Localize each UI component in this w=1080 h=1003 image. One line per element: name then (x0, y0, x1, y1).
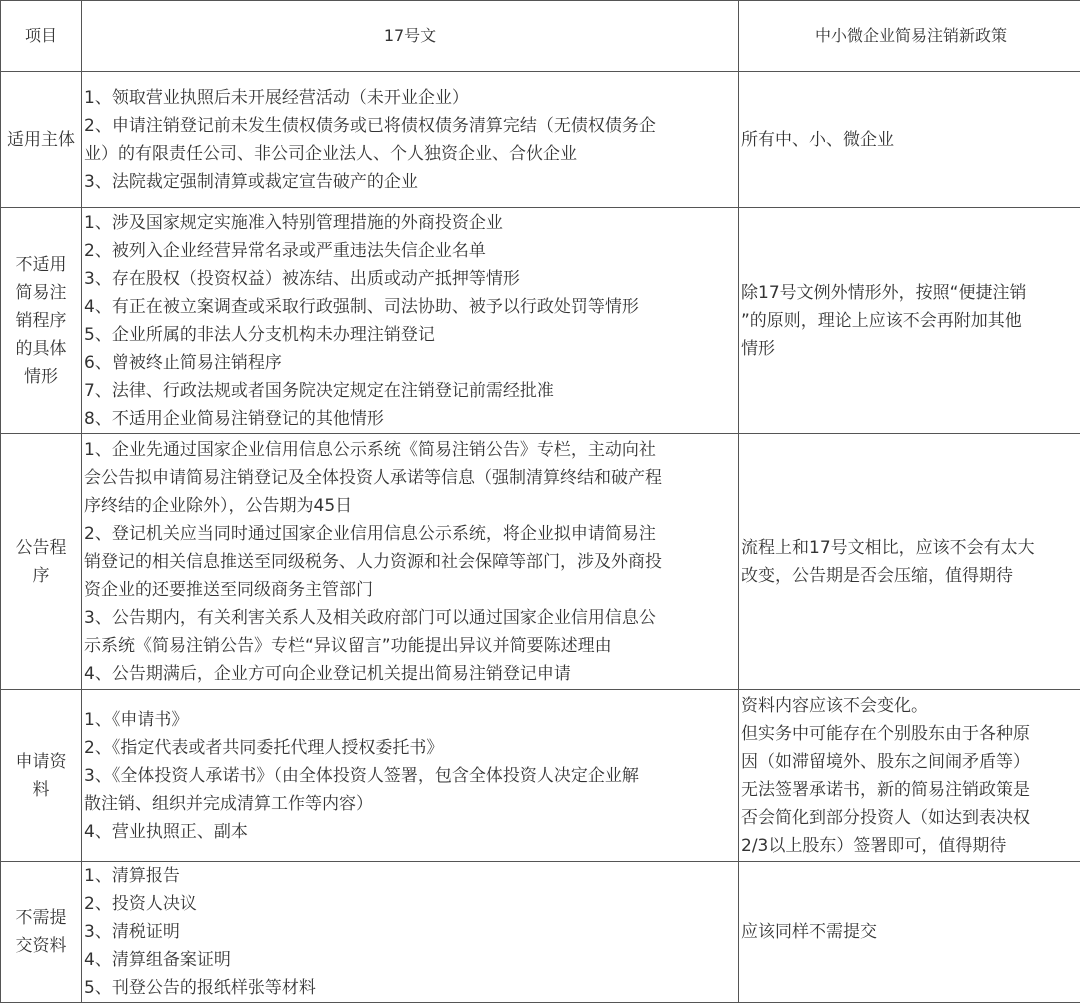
new-policy-line: 2/3以上股东）签署即可，值得期待 (741, 832, 1080, 860)
doc17-cell (82, 862, 739, 1003)
new-policy-cell (739, 434, 1080, 690)
new-policy-line: 所有中、小、微企业 (741, 126, 1080, 154)
item-label: 不需提交资料 (10, 904, 72, 960)
doc17-line: 散注销、组织并完成清算工作等内容） (84, 790, 736, 818)
doc17-line: 8、不适用企业简易注销登记的其他情形 (84, 405, 736, 433)
doc17-line: 4、清算组备案证明 (84, 946, 736, 974)
doc17-cell (82, 434, 739, 690)
doc17-line: 2、投资人决议 (84, 890, 736, 918)
row-application-materials (1, 690, 1080, 862)
doc17-line: 2、登记机关应当同时通过国家企业信用信息公示系统，将企业拟申请简易注 (84, 520, 736, 548)
new-policy-cell (739, 690, 1080, 862)
doc17-line: 7、法律、行政法规或者国务院决定规定在注销登记前需经批准 (84, 377, 736, 405)
item-cell (1, 434, 82, 690)
doc17-line: 2、被列入企业经营异常名录或严重违法失信企业名单 (84, 237, 736, 265)
doc17-line: 2、申请注销登记前未发生债权债务或已将债权债务清算完结（无债权债务企 (84, 112, 736, 140)
doc17-line: 1、企业先通过国家企业信用信息公示系统《简易注销公告》专栏，主动向社 (84, 436, 736, 464)
row-announcement (1, 434, 1080, 690)
new-policy-line: 但实务中可能存在个别股东由于各种原 (741, 720, 1080, 748)
doc17-line: 2、《指定代表或者共同委托代理人授权委托书》 (84, 734, 736, 762)
doc17-line: 6、曾被终止简易注销程序 (84, 349, 736, 377)
header-new-policy: 中小微企业简易注销新政策 (739, 1, 1080, 72)
doc17-cell (82, 690, 739, 862)
doc17-line: 4、公告期满后，企业方可向企业登记机关提出简易注销登记申请 (84, 660, 736, 688)
doc17-line: 3、公告期内，有关利害关系人及相关政府部门可以通过国家企业信用信息公 (84, 604, 736, 632)
item-label: 申请资料 (10, 748, 72, 804)
item-label: 不适用简易注销程序的具体情形 (10, 251, 72, 391)
item-cell (1, 208, 82, 434)
doc17-cell (82, 72, 739, 208)
doc17-line: 1、领取营业执照后未开展经营活动（未开业企业） (84, 84, 736, 112)
new-policy-line: 情形 (741, 335, 1080, 363)
row-not-applicable (1, 208, 1080, 434)
item-label: 适用主体 (3, 126, 79, 154)
doc17-line: 5、企业所属的非法人分支机构未办理注销登记 (84, 321, 736, 349)
new-policy-line: 除17号文例外情形外，按照“便捷注销 (741, 279, 1080, 307)
new-policy-cell (739, 72, 1080, 208)
header-item: 项目 (1, 1, 82, 72)
doc17-line: 4、有正在被立案调查或采取行政强制、司法协助、被予以行政处罚等情形 (84, 293, 736, 321)
item-cell (1, 72, 82, 208)
doc17-line: 序终结的企业除外），公告期为45日 (84, 492, 736, 520)
doc17-line: 3、清税证明 (84, 918, 736, 946)
doc17-line: 3、《全体投资人承诺书》（由全体投资人签署，包含全体投资人决定企业解 (84, 762, 736, 790)
new-policy-line: 改变，公告期是否会压缩，值得期待 (741, 562, 1080, 590)
header-row (1, 1, 1080, 72)
doc17-line: 4、营业执照正、副本 (84, 818, 736, 846)
doc17-cell (82, 208, 739, 434)
row-not-required-materials (1, 862, 1080, 1003)
doc17-line: 示系统《简易注销公告》专栏“异议留言”功能提出异议并简要陈述理由 (84, 632, 736, 660)
doc17-line: 5、刊登公告的报纸样张等材料 (84, 974, 736, 1002)
new-policy-cell (739, 862, 1080, 1003)
doc17-line: 1、清算报告 (84, 862, 736, 890)
item-cell (1, 690, 82, 862)
new-policy-line: 无法签署承诺书，新的简易注销政策是 (741, 776, 1080, 804)
new-policy-line: ”的原则，理论上应该不会再附加其他 (741, 307, 1080, 335)
doc17-line: 业）的有限责任公司、非公司企业法人、个人独资企业、合伙企业 (84, 140, 736, 168)
new-policy-line: 应该同样不需提交 (741, 918, 1080, 946)
new-policy-cell (739, 208, 1080, 434)
row-applicable-subjects (1, 72, 1080, 208)
doc17-line: 会公告拟申请简易注销登记及全体投资人承诺等信息（强制清算终结和破产程 (84, 464, 736, 492)
new-policy-line: 因（如滞留境外、股东之间闹矛盾等） (741, 748, 1080, 776)
doc17-line: 1、涉及国家规定实施准入特别管理措施的外商投资企业 (84, 209, 736, 237)
doc17-line: 3、法院裁定强制清算或裁定宣告破产的企业 (84, 168, 736, 196)
new-policy-line: 流程上和17号文相比，应该不会有太大 (741, 534, 1080, 562)
new-policy-line: 否会简化到部分投资人（如达到表决权 (741, 804, 1080, 832)
doc17-line: 销登记的相关信息推送至同级税务、人力资源和社会保障等部门，涉及外商投 (84, 548, 736, 576)
doc17-line: 1、《申请书》 (84, 706, 736, 734)
doc17-line: 资企业的还要推送至同级商务主管部门 (84, 576, 736, 604)
doc17-line: 3、存在股权（投资权益）被冻结、出质或动产抵押等情形 (84, 265, 736, 293)
header-doc17: 17号文 (82, 1, 739, 72)
new-policy-line: 资料内容应该不会变化。 (741, 692, 1080, 720)
item-label: 公告程序 (10, 534, 72, 590)
item-cell (1, 862, 82, 1003)
